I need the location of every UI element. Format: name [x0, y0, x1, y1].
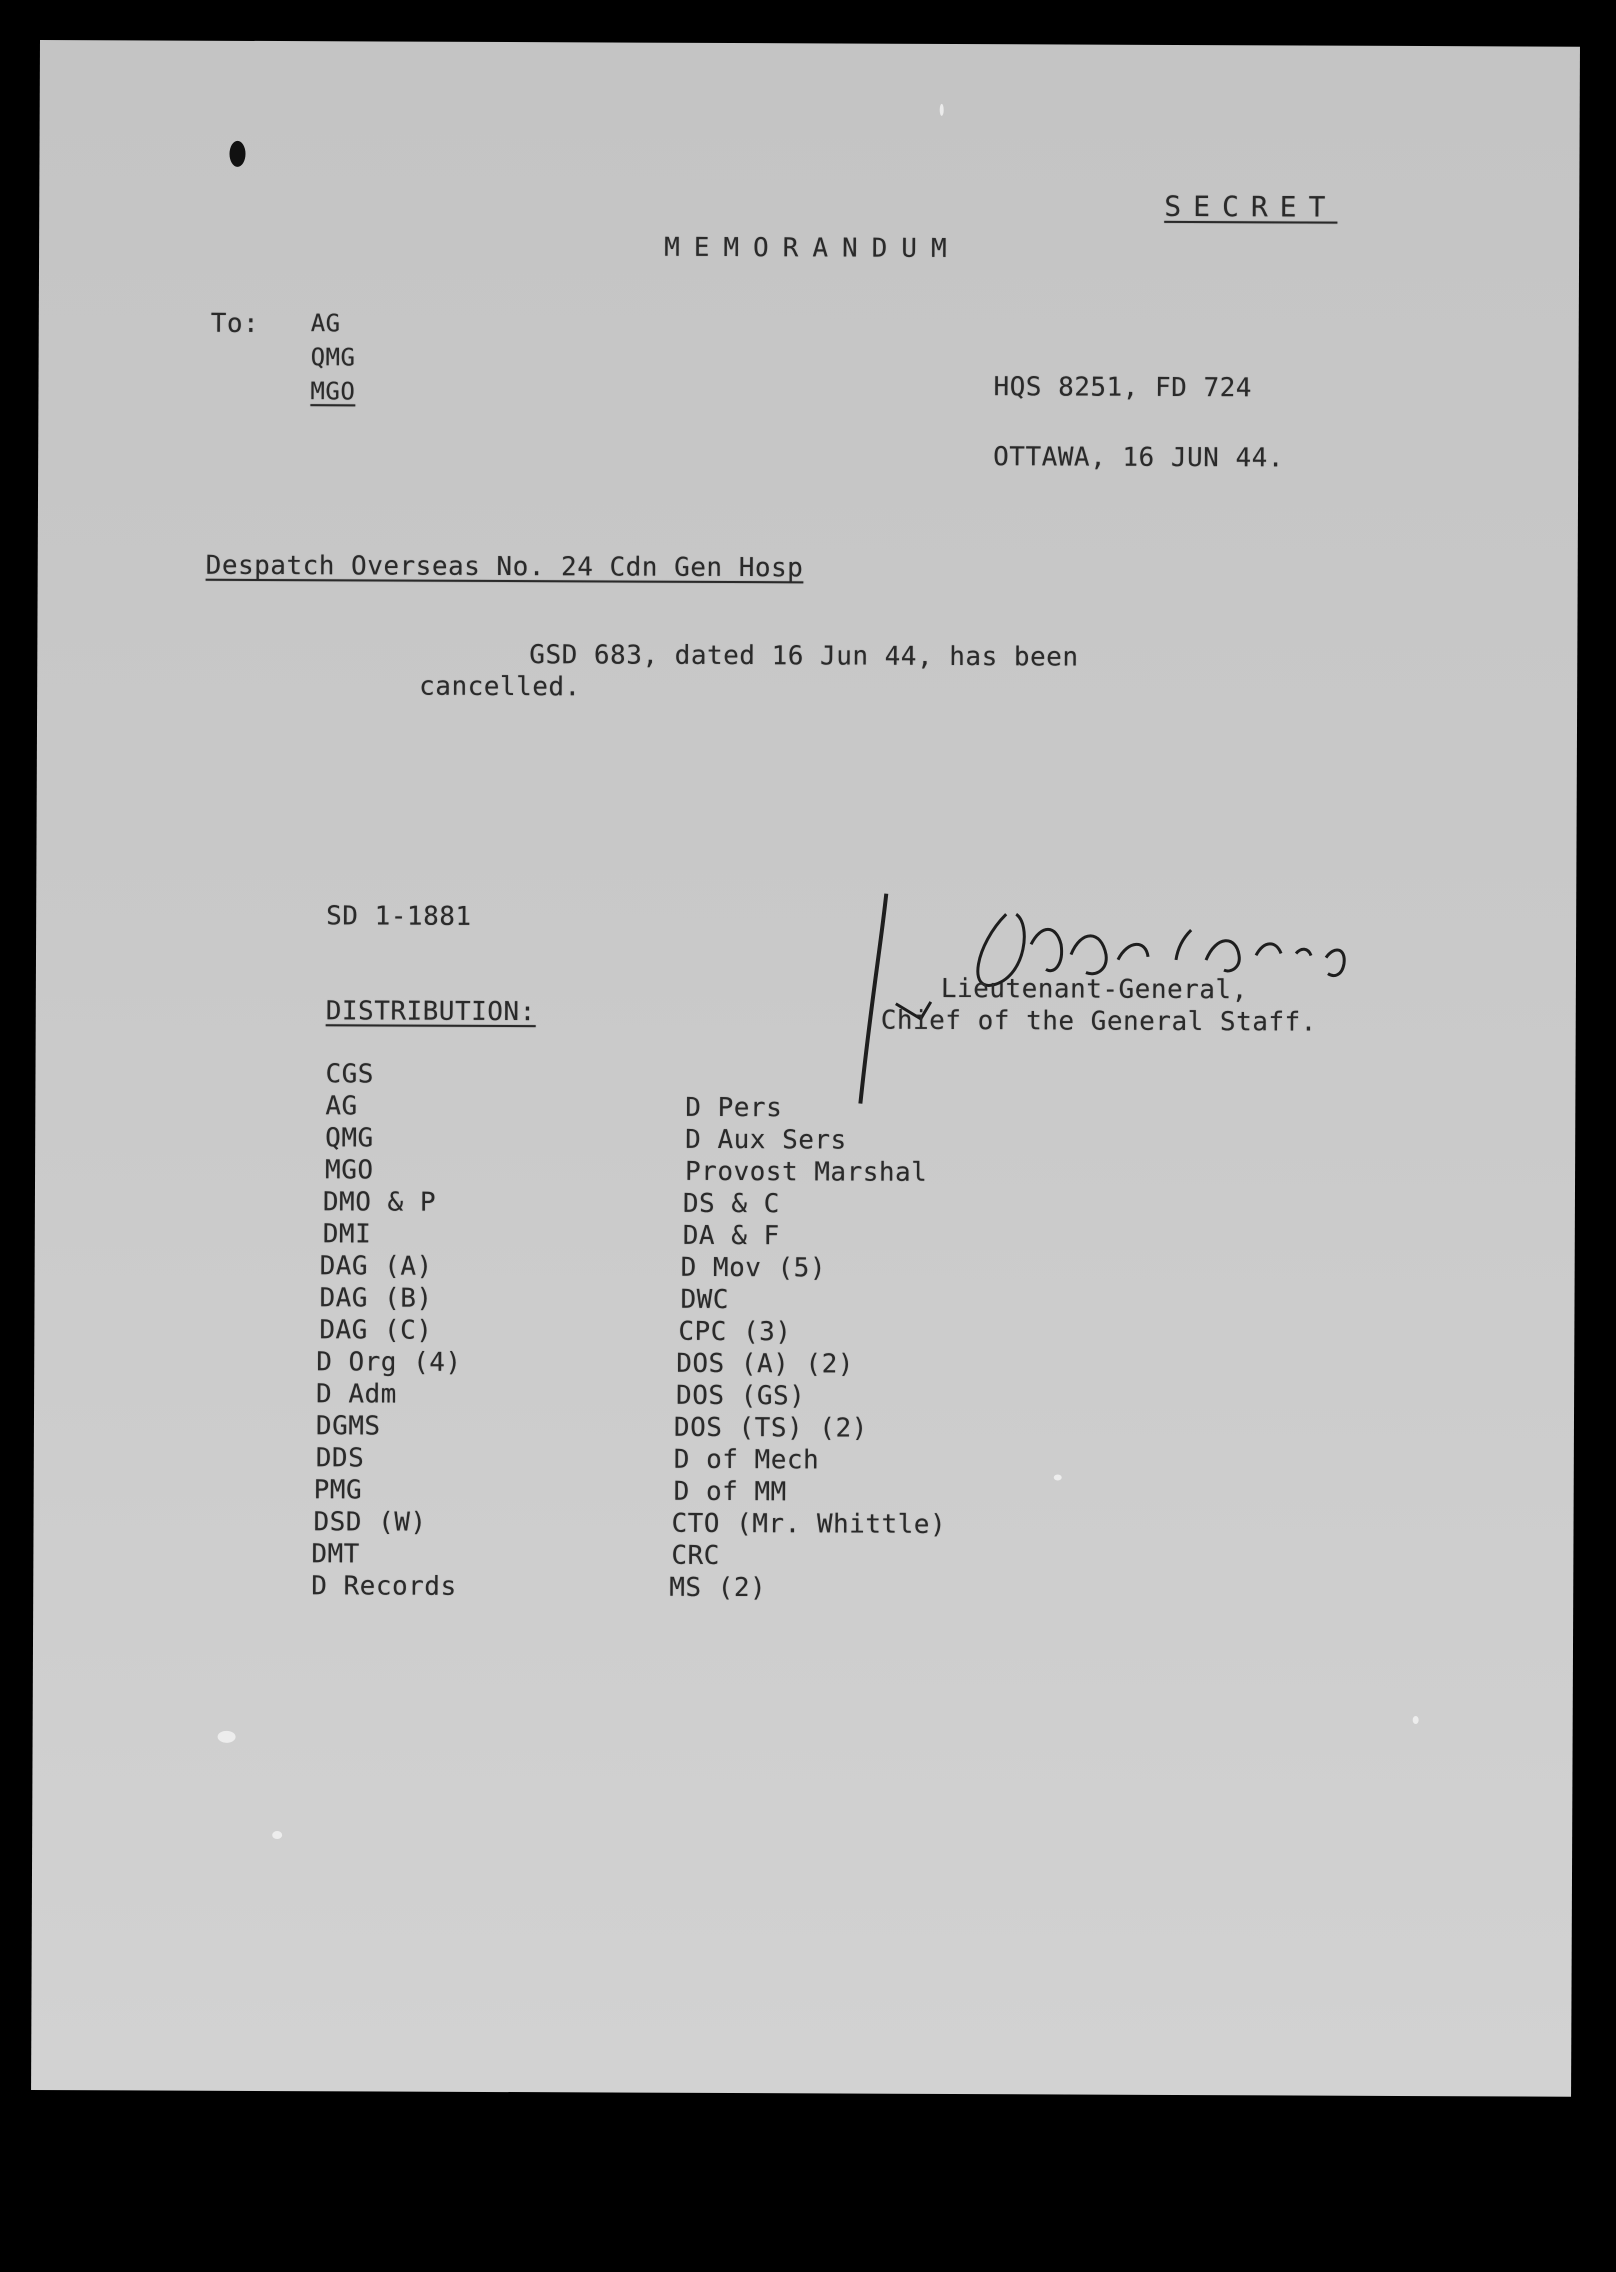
distribution-item: DA & F — [682, 1220, 780, 1252]
distribution-item: MS (2) — [669, 1572, 767, 1604]
film-speck — [272, 1831, 282, 1839]
distribution-item: D Pers — [685, 1092, 783, 1124]
document-title: MEMORANDUM — [664, 232, 961, 265]
distribution-item: CGS — [325, 1059, 375, 1090]
file-reference: SD 1-1881 — [326, 901, 472, 932]
distribution-item: PMG — [313, 1475, 363, 1506]
subject-line: Despatch Overseas No. 24 Cdn Gen Hosp — [205, 550, 804, 584]
distribution-item: CTO (Mr. Whittle) — [671, 1508, 947, 1540]
distribution-item: DMO & P — [322, 1187, 437, 1218]
signature-title: Chief of the General Staff. — [880, 1005, 1317, 1038]
classification-label: SECRET — [1164, 189, 1338, 224]
recipient-mgo: MGO — [310, 377, 356, 406]
distribution-item: D of MM — [673, 1476, 787, 1508]
distribution-item: D Adm — [316, 1379, 397, 1410]
distribution-item: MGO — [325, 1155, 374, 1186]
memo-page — [31, 40, 1580, 2097]
film-speck — [940, 104, 944, 116]
film-speck — [218, 1731, 236, 1743]
distribution-item: DOS (GS) — [676, 1380, 806, 1412]
body-line-1: GSD 683, dated 16 Jun 44, has been — [529, 640, 1079, 673]
distribution-item: D Mov (5) — [680, 1252, 827, 1284]
recipient-qmg: QMG — [310, 343, 356, 372]
distribution-heading: DISTRIBUTION: — [325, 996, 536, 1028]
distribution-item: DAG (B) — [319, 1283, 433, 1314]
distribution-item: DDS — [315, 1443, 365, 1474]
distribution-item: D Aux Sers — [685, 1124, 847, 1156]
distribution-item: D Org (4) — [316, 1347, 462, 1378]
body-line-2: cancelled. — [419, 671, 581, 703]
to-label: To: — [210, 308, 260, 339]
distribution-item: DWC — [680, 1284, 730, 1316]
distribution-item: D Records — [311, 1571, 457, 1602]
film-speck — [1054, 1474, 1062, 1480]
distribution-item: DAG (C) — [319, 1315, 433, 1346]
distribution-item: CRC — [671, 1540, 720, 1571]
ink-smudge — [229, 141, 245, 167]
distribution-item: DOS (TS) (2) — [673, 1412, 868, 1444]
signature-rank: Lieutenant-General, — [940, 973, 1248, 1006]
distribution-item: DOS (A) (2) — [676, 1348, 854, 1380]
distribution-item: DGMS — [315, 1411, 381, 1442]
distribution-item: DMT — [311, 1539, 360, 1570]
distribution-item: DSD (W) — [313, 1507, 427, 1538]
distribution-item: DAG (A) — [319, 1251, 433, 1282]
distribution-item: DS & C — [682, 1188, 780, 1220]
place-date: OTTAWA, 16 JUN 44. — [993, 442, 1285, 474]
film-speck — [1413, 1716, 1419, 1724]
distribution-item: DMI — [322, 1219, 372, 1250]
distribution-item: D of Mech — [673, 1444, 820, 1476]
distribution-item: QMG — [325, 1123, 374, 1154]
distribution-item: Provost Marshal — [685, 1156, 928, 1188]
distribution-item: CPC (3) — [678, 1316, 792, 1348]
distribution-item: AG — [325, 1091, 358, 1122]
file-number: HQS 8251, FD 724 — [993, 372, 1253, 404]
recipient-ag: AG — [310, 309, 341, 338]
